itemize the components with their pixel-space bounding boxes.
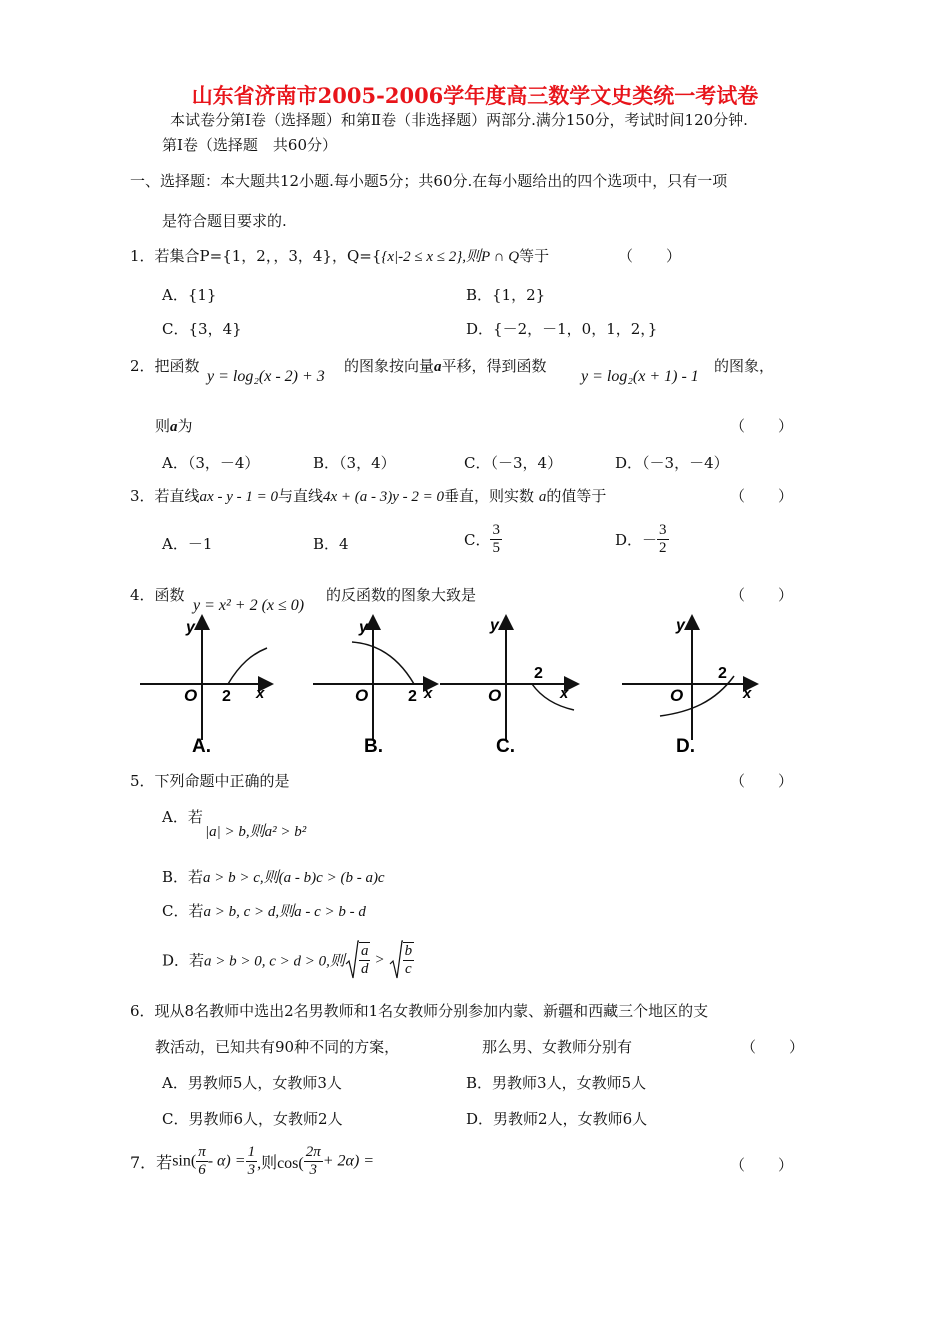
- section-instructions-cont: 是符合题目要求的.: [162, 212, 287, 230]
- graph-d-origin: O: [670, 686, 684, 705]
- q5-stem: 5．下列命题中正确的是: [130, 772, 290, 790]
- q4-graphs: [130, 612, 770, 762]
- q2-answer-blank: （ ）: [730, 417, 795, 435]
- graph-c-tick: 2: [534, 665, 543, 682]
- q5-option-a-label: A．若: [162, 808, 203, 826]
- q7-fraction-3: $\frac{2\pi}{3}$: [305, 1144, 321, 1178]
- question-3: 3．若直线ax - y - 1 = 0与直线4x + (a - 3)y - 2 = 0垂直，则实数 a的值等于: [130, 487, 607, 505]
- graph-c-origin: O: [488, 686, 502, 705]
- q2-option-a: A．（3，－4）: [162, 454, 260, 472]
- q3-option-c: C． $\frac{3}{5}$: [464, 522, 500, 556]
- graph-a-origin: O: [184, 686, 198, 705]
- part-one-heading: 第Ⅰ卷（选择题 共60分）: [162, 136, 338, 154]
- q1-option-a: A．{1}: [162, 286, 217, 304]
- q5-option-d-sqrt-2: $\frac{b}{c}$: [389, 940, 415, 980]
- q5-option-c: C．若a > b, c > d,则a - c > b - d: [162, 902, 366, 920]
- q1-math: {x|-2 ≤ x ≤ 2},则P ∩ Q: [381, 249, 520, 265]
- graph-a-curve: [228, 648, 267, 684]
- graph-d-x-label: x: [743, 685, 752, 702]
- q6-option-a: A．男教师5人，女教师3人: [162, 1074, 342, 1092]
- graph-b-y-label: y: [359, 619, 368, 636]
- graph-a-tick: 2: [222, 688, 231, 705]
- q4-function: y = x² + 2 (x ≤ 0): [193, 597, 305, 614]
- q5-answer-blank: （ ）: [730, 772, 795, 790]
- graph-b: [313, 618, 435, 757]
- q6-option-c: C．男教师6人，女教师2人: [162, 1110, 343, 1128]
- q1-option-b: B．{1，2}: [466, 286, 546, 304]
- q2-stem-tail: 的图象，: [714, 357, 775, 375]
- q4-stem: 4．函数: [130, 586, 185, 604]
- graph-d-label: D.: [676, 736, 695, 757]
- q6-option-b: B．男教师3人，女教师5人: [466, 1074, 647, 1092]
- q4-stem-tail: 的反函数的图象大致是: [326, 586, 477, 604]
- graph-c-label: C.: [496, 736, 515, 757]
- graph-b-label: B.: [364, 736, 383, 757]
- graph-b-tick: 2: [408, 688, 417, 705]
- q3-line-1: ax - y - 1 = 0: [199, 489, 278, 505]
- graph-d-y-label: y: [676, 617, 685, 634]
- q1-option-c: C．{3，4}: [162, 320, 242, 338]
- q5-option-b: B．若a > b > c,则(a - b)c > (b - a)c: [162, 868, 385, 886]
- q5-option-d-sqrt-1: $\frac{a}{d}$: [345, 940, 371, 980]
- q3-option-b: B．4: [313, 535, 349, 553]
- q7-answer-blank: （ ）: [730, 1156, 795, 1174]
- graph-a-y-label: y: [186, 619, 195, 636]
- q3-answer-blank: （ ）: [730, 487, 795, 505]
- q3-option-d: D．－ $\frac{3}{2}$: [615, 522, 667, 556]
- q2-option-d: D．（－3，－4）: [615, 454, 729, 472]
- q3-option-c-fraction: $\frac{3}{5}$: [492, 522, 500, 556]
- graph-b-curve: [352, 642, 414, 684]
- q6-option-d: D．男教师2人，女教师6人: [466, 1110, 648, 1128]
- q2-option-c: C．（－3，4）: [464, 454, 563, 472]
- q1-option-d: D．{－2，－1，0，1，2，}: [466, 320, 658, 338]
- question-7: 7．若sin( $\frac{\pi}{6}$ - α) = $\frac{1}{3}$ ,则cos( $\frac{2\pi}{3}$ + 2α) =: [130, 1144, 375, 1178]
- q1-answer-blank: （ ）: [618, 247, 683, 265]
- q6-stem-line2b: 那么男、女教师分别有: [482, 1038, 633, 1056]
- q1-tail: 等于: [519, 247, 550, 265]
- q2-stem-line2: 则a为: [155, 417, 193, 435]
- graph-c-x-label: x: [560, 685, 569, 702]
- q3-option-a: A．－1: [162, 535, 213, 553]
- graph-b-x-label: x: [424, 685, 433, 702]
- graph-a-x-label: x: [256, 685, 265, 702]
- q7-fraction-2: $\frac{1}{3}$: [247, 1144, 256, 1178]
- q2-stem-mid: 的图象按向量a平移，得到函数: [344, 357, 547, 375]
- question-1: [130, 245, 549, 266]
- q4-answer-blank: （ ）: [730, 586, 795, 604]
- q3-line-2: 4x + (a - 3)y - 2 = 0: [323, 489, 445, 505]
- q3-option-d-fraction: $\frac{3}{2}$: [659, 522, 667, 556]
- q2-function-1: y = log₂(x - 2) + 3: [207, 368, 325, 385]
- q6-answer-blank: （ ）: [741, 1038, 806, 1056]
- q2-function-2: y = log₂(x + 1) - 1: [581, 368, 699, 385]
- exam-intro: 本试卷分第Ⅰ卷（选择题）和第Ⅱ卷（非选择题）两部分.满分150分，考试时间120分钟.: [170, 111, 748, 129]
- graph-d-tick: 2: [718, 665, 727, 682]
- q1-stem: 1．若集合P={1，2，，3，4}，Q={: [130, 247, 382, 265]
- graph-a-label: A.: [192, 736, 211, 757]
- q6-stem: 6．现从8名教师中选出2名男教师和1名女教师分别参加内蒙、新疆和西藏三个地区的支: [130, 1002, 709, 1020]
- q6-stem-line2: 教活动，已知共有90种不同的方案，: [155, 1038, 400, 1056]
- q5-option-a: |a| > b,则a² > b²: [205, 824, 307, 840]
- section-instructions: 一、选择题：本大题共12小题.每小题5分；共60分.在每小题给出的四个选项中，只有一项: [130, 172, 728, 190]
- q7-fraction-1: $\frac{\pi}{6}$: [198, 1144, 206, 1178]
- graph-c-y-label: y: [490, 617, 499, 634]
- q5-option-d: D．若a > b > 0, c > d > 0,则 $\frac{a}{d}$ > $\frac{b}{c}$: [162, 940, 414, 980]
- graph-a: [140, 618, 270, 757]
- q2-option-b: B．（3，4）: [313, 454, 396, 472]
- graph-b-origin: O: [355, 686, 369, 705]
- q2-stem: 2．把函数: [130, 357, 200, 375]
- graph-c: [440, 617, 576, 757]
- q2-vector: a: [434, 359, 442, 375]
- graph-d: [622, 617, 755, 757]
- page-title: 山东省济南市2005-2006学年度高三数学文史类统一考试卷: [191, 83, 759, 108]
